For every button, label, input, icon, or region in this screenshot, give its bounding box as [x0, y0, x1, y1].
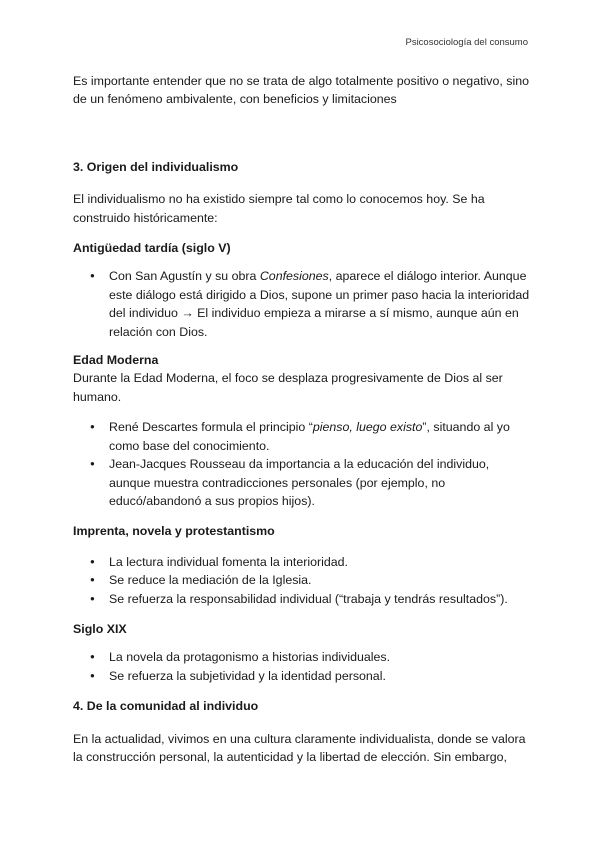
imprenta-heading: Imprenta, novela y protestantismo [73, 524, 275, 539]
list-item: ● Se reduce la mediación de la Iglesia. [73, 571, 533, 589]
quote-italic: pienso, luego existo [312, 420, 423, 435]
text-run: , aparece el diálogo interior. Aunque este diálogo está dirigido a Dios, supone un primer paso hacia la interioridad del individuo → El individuo empieza a mirarse a sí mismo, aunque aún en relación con Dios. [109, 269, 530, 339]
list-item [73, 418, 533, 455]
antiguedad-heading: Antigüedad tardía (siglo V) [73, 241, 231, 256]
imprenta-list [73, 553, 533, 608]
section-4-paragraph: En la actualidad, vivimos en una cultura claramente individualista, donde se valora la construcción personal, la autenticidad y la libertad de elección. Sin embargo, [73, 731, 526, 764]
intro-paragraph: Es importante entender que no se trata de algo totalmente positivo o negativo, sino de un fenómeno ambivalente, con beneficios y limitaciones [73, 74, 529, 107]
text-run: René Descartes formula el principio “ [109, 420, 313, 435]
moderna-list [73, 418, 533, 510]
list-item: ● La novela da protagonismo a historias individuales. [73, 648, 533, 666]
list-item: ● Jean-Jacques Rousseau da importancia a la educación del individuo, aunque muestra contradicciones personales (por ejemplo, no educó/abandonó a sus propios hijos). [73, 455, 533, 510]
list-item [73, 267, 533, 341]
moderna-paragraph: Durante la Edad Moderna, el foco se desplaza progresivamente de Dios al ser humano. [73, 371, 503, 404]
moderna-heading: Edad Moderna [73, 353, 159, 368]
section-3-heading: 3. Origen del individualismo [73, 159, 239, 174]
text-run: Con San Agustín y su obra [109, 269, 260, 284]
book-title: Confesiones [259, 269, 329, 284]
antiguedad-list [73, 267, 533, 341]
text-run: ”, situando al yo como base del conocimiento. [109, 420, 510, 453]
running-header: Psicosociología del consumo [405, 37, 528, 48]
list-item: ● La lectura individual fomenta la interioridad. [73, 553, 533, 571]
section-4-heading: 4. De la comunidad al individuo [73, 699, 259, 714]
page-content [73, 72, 533, 766]
list-item: ● Se refuerza la subjetividad y la identidad personal. [73, 667, 533, 685]
siglo-xix-heading: Siglo XIX [73, 621, 127, 636]
section-3-paragraph: El individualismo no ha existido siempre tal como lo conocemos hoy. Se ha construido históricamente: [73, 192, 485, 225]
list-item: ● Se refuerza la responsabilidad individual (“trabaja y tendrás resultados”). [73, 590, 533, 608]
siglo-xix-list [73, 648, 533, 685]
